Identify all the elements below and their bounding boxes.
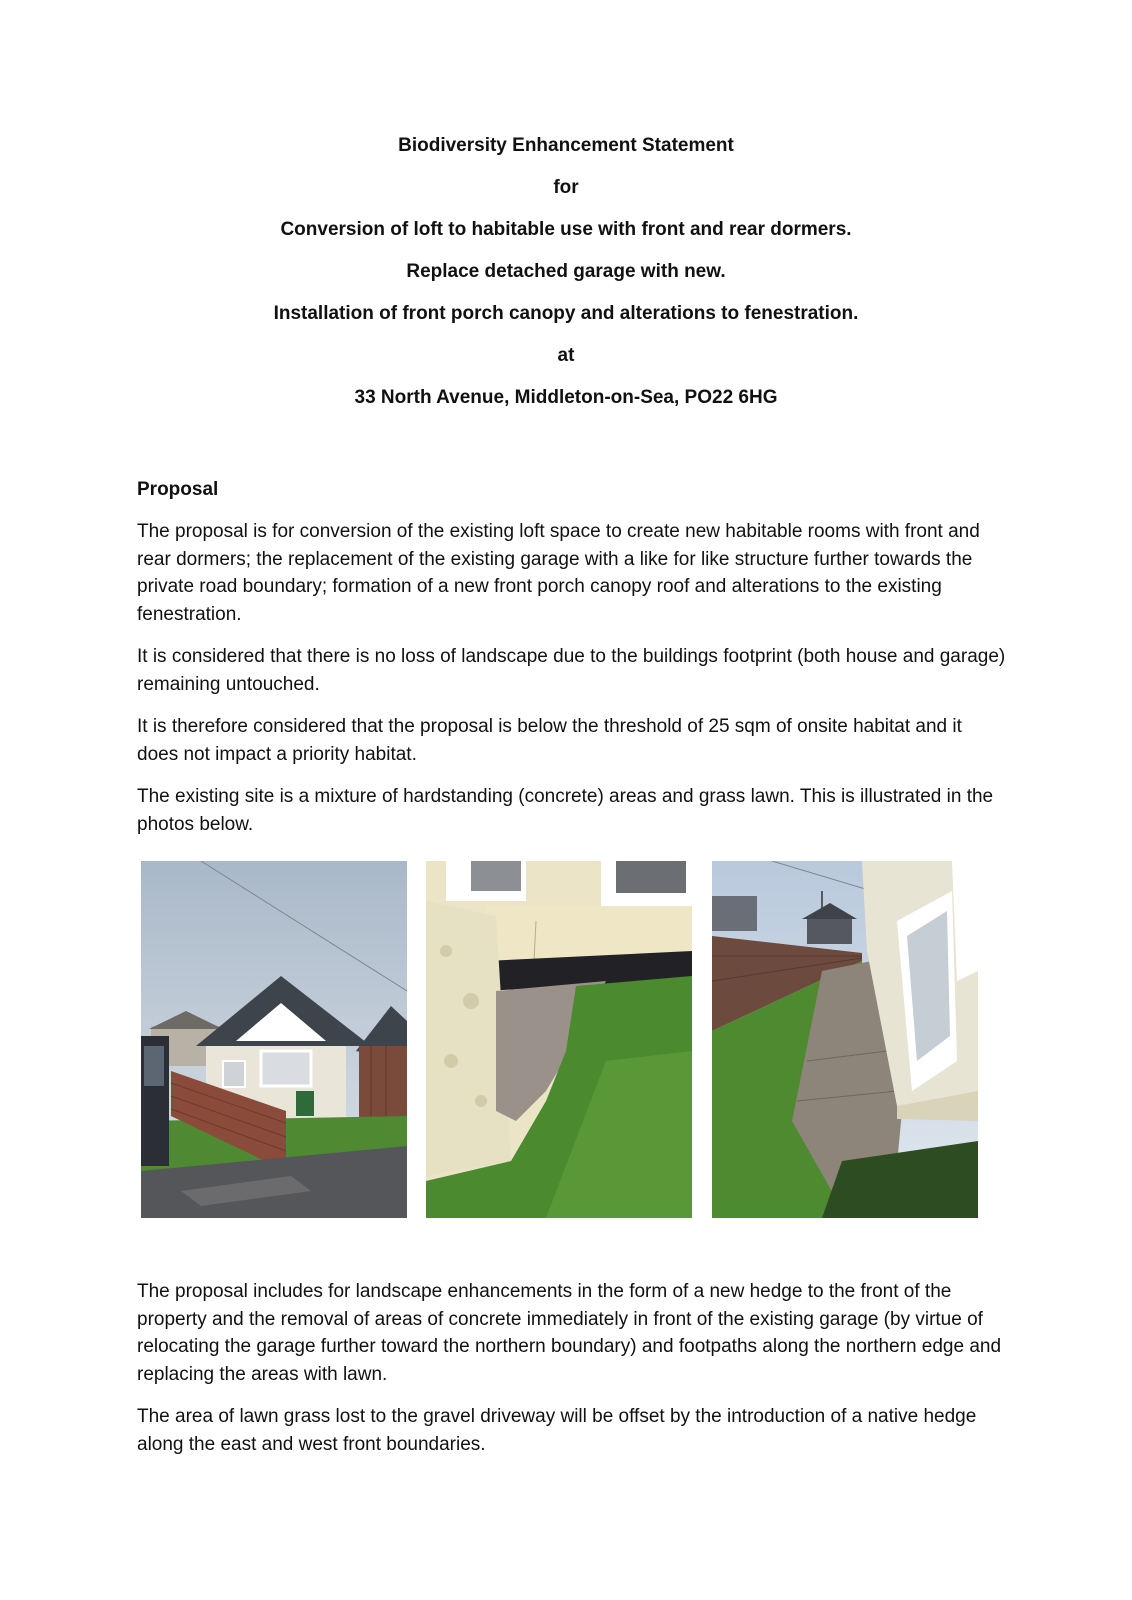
heading-loft-conversion: Conversion of loft to habitable use with front and rear dormers. — [280, 219, 852, 240]
enhancements-section — [137, 1278, 1007, 1473]
proposal-paragraph-2: It is considered that there is no loss of landscape due to the buildings footprint (both house and garage) remaining untouched. — [137, 646, 1006, 695]
proposal-title: Proposal — [137, 479, 219, 500]
site-photos — [141, 861, 981, 1218]
enhancements-paragraph-2: The area of lawn grass lost to the gravel driveway will be offset by the introduction of a native hedge along the east and west front boundaries. — [137, 1406, 977, 1455]
photo-house-corner-lawn — [426, 861, 692, 1218]
heading-garage: Replace detached garage with new. — [406, 261, 726, 282]
proposal-paragraph-4: The existing site is a mixture of hardstanding (concrete) areas and grass lawn. This is illustrated in the photos below. — [137, 786, 994, 835]
photo-side-path — [712, 861, 978, 1218]
document-title: Biodiversity Enhancement Statement — [398, 135, 734, 156]
document-heading — [0, 134, 1132, 428]
heading-for: for — [553, 177, 579, 198]
heading-at: at — [557, 345, 575, 366]
proposal-paragraph-3: It is therefore considered that the proposal is below the threshold of 25 sqm of onsite habitat and it does not impact a priority habitat. — [137, 716, 962, 765]
proposal-paragraph-1: The proposal is for conversion of the existing loft space to create new habitable rooms with front and rear dormers; the replacement of the existing garage with a like for like structure further towards the private road boundary; formation of a new front porch canopy roof and alterations to the existing fenestration. — [137, 521, 980, 625]
photo-front-of-bungalow — [141, 861, 407, 1218]
enhancements-paragraph-1: The proposal includes for landscape enhancements in the form of a new hedge to the front of the property and the removal of areas of concrete immediately in front of the existing garage (by virtue of relocating the garage further toward the northern boundary) and footpaths along the northern edge and replacing the areas with lawn. — [137, 1281, 1002, 1385]
proposal-section — [137, 478, 1007, 853]
heading-address: 33 North Avenue, Middleton-on-Sea, PO22 6HG — [354, 387, 778, 408]
heading-porch: Installation of front porch canopy and alterations to fenestration. — [273, 303, 859, 324]
